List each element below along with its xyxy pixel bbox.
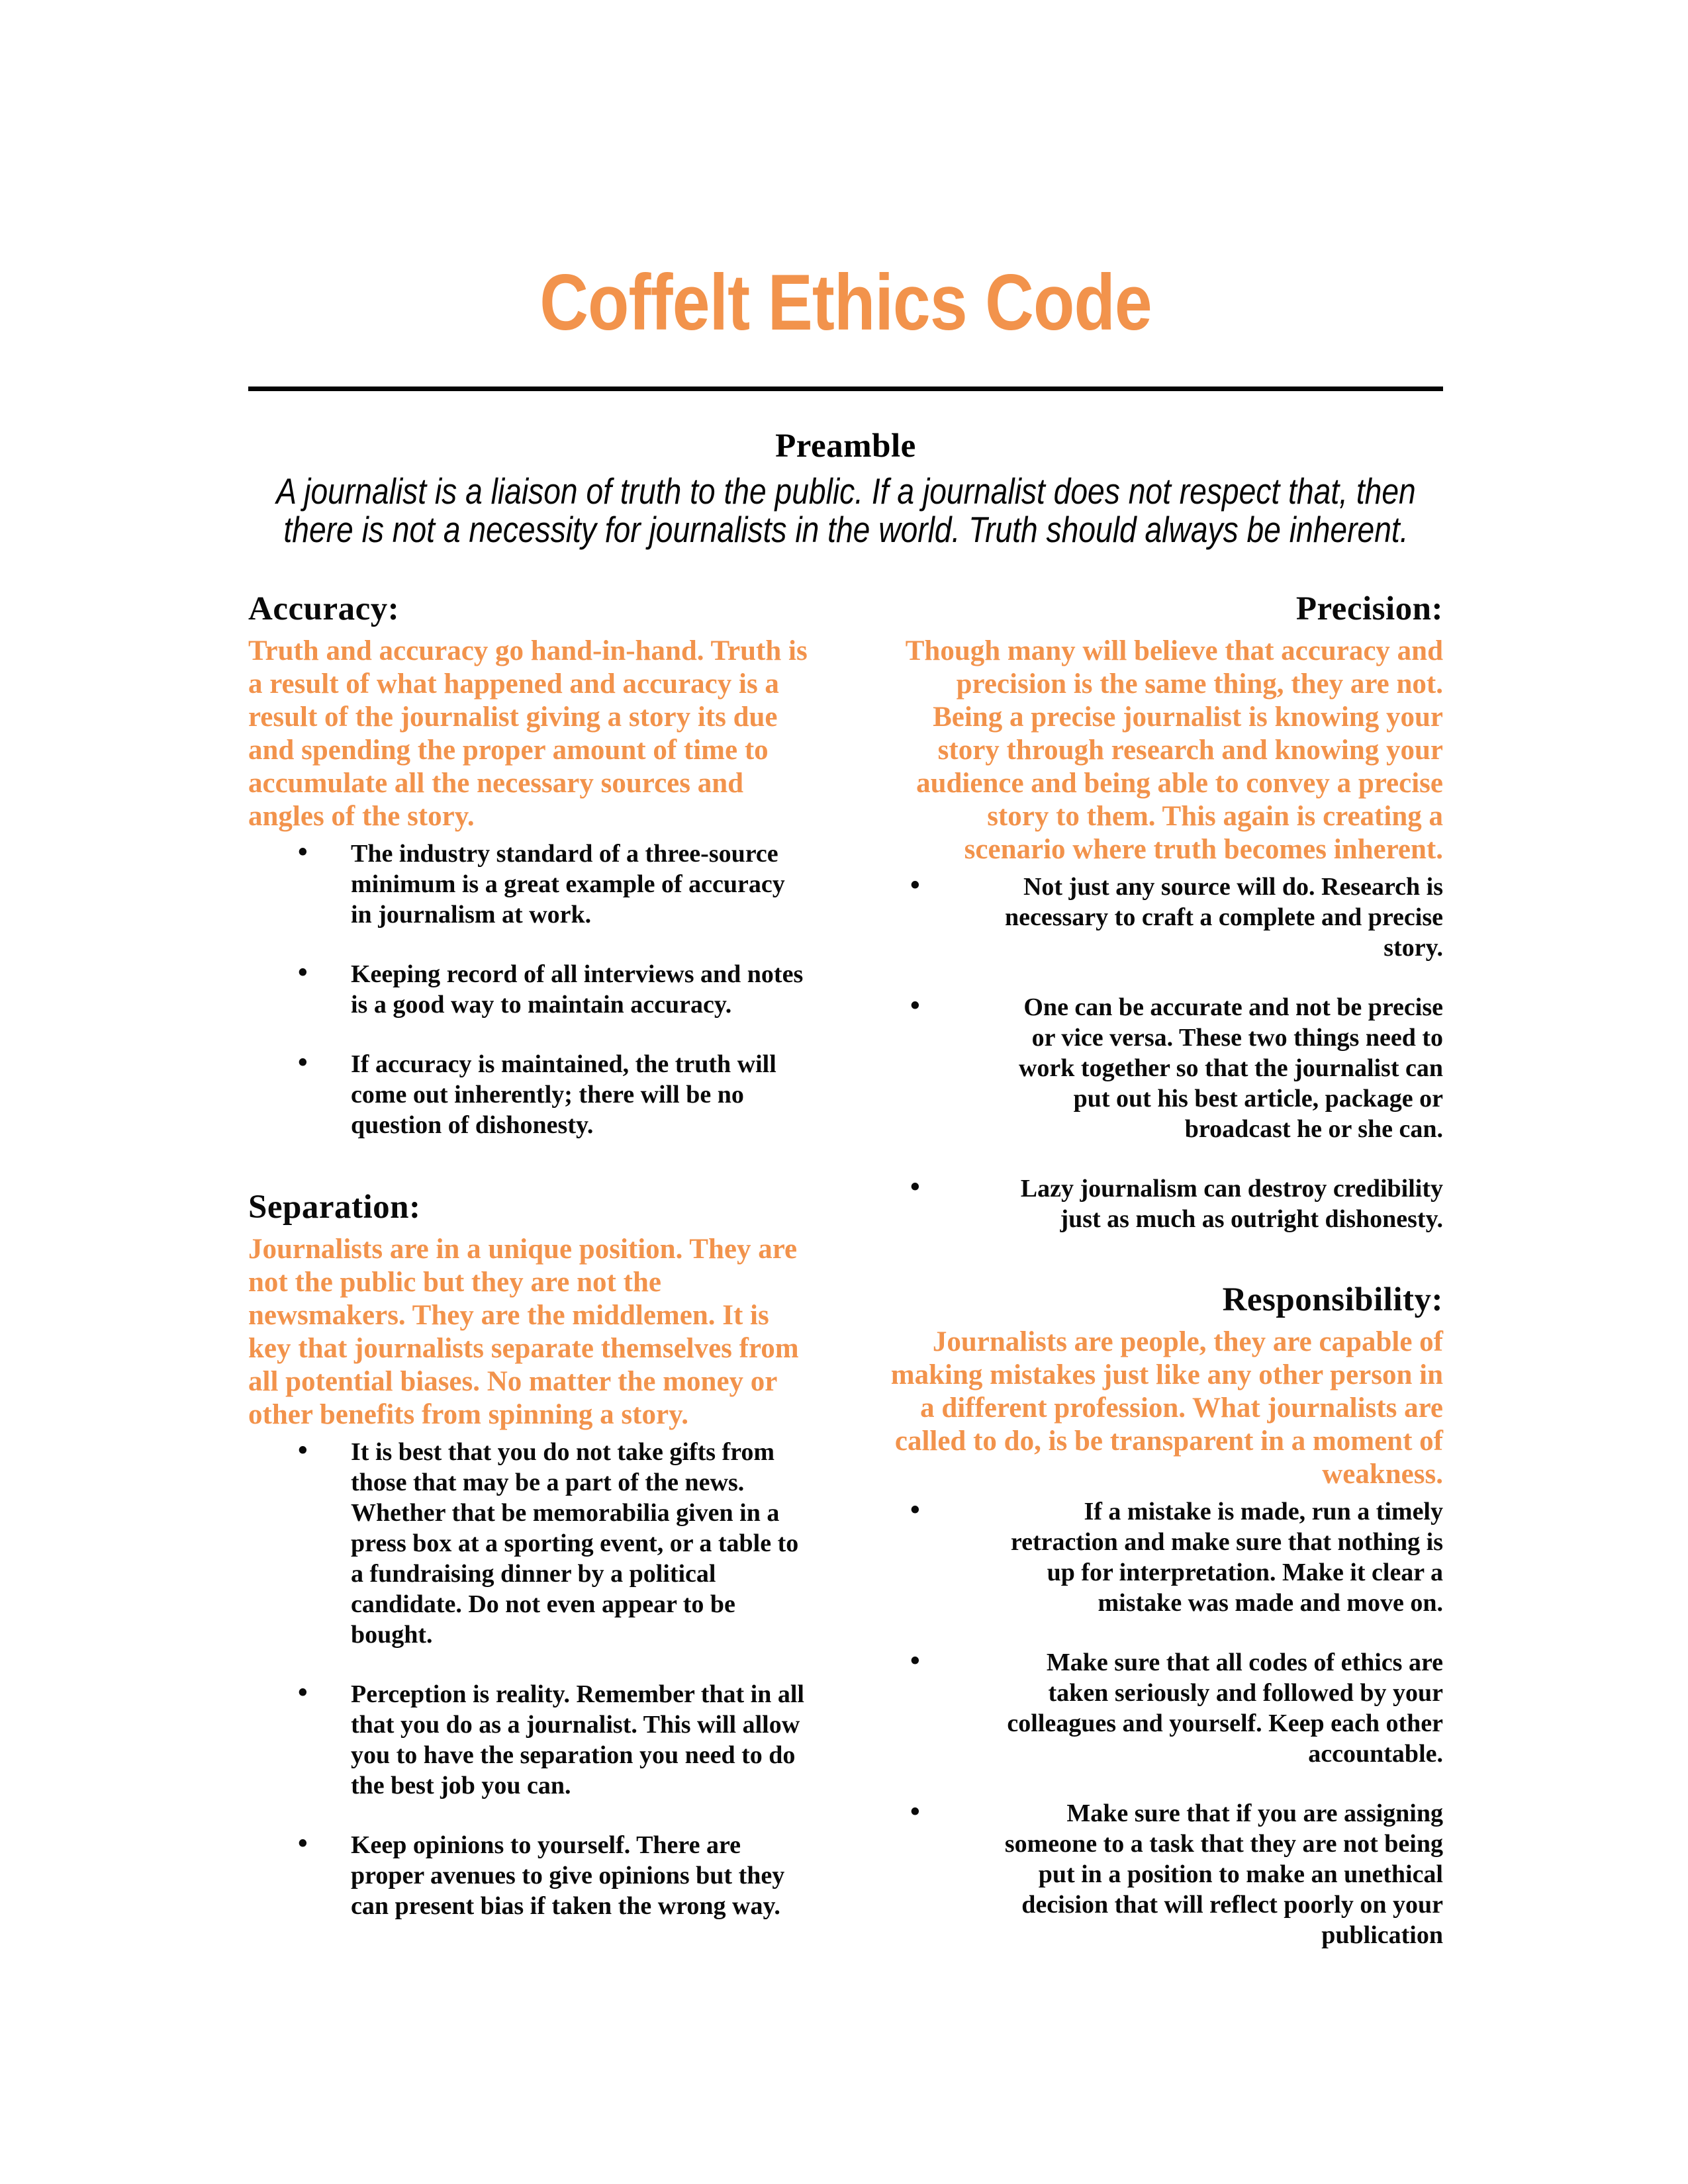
bullet-text: Perception is reality. Remember that in all that you do as a journalist. This will allow you to have the separation you need to do the best job you can. (351, 1680, 804, 1799)
bullet-list-accuracy (248, 839, 808, 1140)
bullet-text: The industry standard of a three-source minimum is a great example of accuracy in journalism at work. (351, 840, 785, 929)
bullet-item (248, 1437, 808, 1650)
bullet-text: Lazy journalism can destroy credibility just as much as outright dishonesty. (1020, 1175, 1443, 1233)
bullet-icon: • (910, 1172, 920, 1203)
bullet-icon: • (910, 1646, 920, 1676)
section-accuracy (248, 590, 808, 1140)
bullet-item (248, 1830, 808, 1921)
bullet-item (890, 1798, 1443, 1950)
section-heading-accuracy: Accuracy: (248, 590, 400, 627)
section-heading-responsibility: Responsibility: (1222, 1281, 1443, 1318)
bullet-icon: • (910, 870, 920, 901)
bullet-text: Keep opinions to yourself. There are proper avenues to give opinions but they can present bias if taken the wrong way. (351, 1831, 785, 1920)
bullet-text: Not just any source will do. Research is necessary to craft a complete and precise story. (1005, 873, 1443, 962)
section-intro-precision: Though many will believe that accuracy and precision is the same thing, they are not. Being a precise journalist is knowing your story through research and knowing your audience and being able to convey a precise story to them. This again is creating a scenario where truth becomes inherent. (905, 635, 1443, 865)
bullet-item (248, 959, 808, 1020)
bullet-icon: • (910, 991, 920, 1021)
bullet-icon: • (910, 1495, 920, 1525)
bullet-icon: • (910, 1797, 920, 1827)
bullet-icon: • (298, 1435, 308, 1466)
section-heading-separation: Separation: (248, 1189, 421, 1226)
bullet-item (890, 992, 1443, 1144)
two-column-layout (248, 590, 1443, 1950)
bullet-icon: • (298, 1678, 308, 1708)
bullet-item (890, 1647, 1443, 1769)
bullet-text: Keeping record of all interviews and notes is a good way to maintain accuracy. (351, 960, 804, 1019)
bullet-item (890, 872, 1443, 963)
bullet-item (248, 1049, 808, 1140)
horizontal-rule (248, 387, 1443, 391)
bullet-text: Make sure that all codes of ethics are taken seriously and followed by your colleagues and yourself. Keep each other accountable. (1007, 1649, 1443, 1768)
section-responsibility (890, 1281, 1443, 1950)
preamble-body: A journalist is a liaison of truth to the public. If a journalist does not respect that, then there is not a necessity for journalists in the world. Truth should always be inherent. (276, 471, 1416, 550)
bullet-item (248, 839, 808, 930)
bullet-item (248, 1679, 808, 1801)
bullet-text: One can be accurate and not be precise or vice versa. These two things need to work together so that the journalist can put out his best article, package or broadcast he or she can. (1018, 993, 1443, 1143)
bullet-item (890, 1173, 1443, 1234)
left-column (248, 590, 808, 1950)
section-precision (890, 590, 1443, 1234)
section-intro-separation: Journalists are in a unique position. They are not the public but they are not the newsmakers. They are the middlemen. It is key that journalists separate themselves from all potential biases. No matter the money or other benefits from spinning a story. (248, 1234, 799, 1430)
bullet-text: It is best that you do not take gifts from those that may be a part of the news. Whether that be memorabilia given in a press box at a sporting event, or a table to a fundraising dinner by a political candidate. Do not even appear to be bought. (351, 1438, 799, 1649)
bullet-icon: • (298, 1829, 308, 1859)
bullet-icon: • (298, 837, 308, 868)
section-separation (248, 1188, 808, 1921)
bullet-list-separation (248, 1437, 808, 1921)
page-title: Coffelt Ethics Code (539, 258, 1152, 347)
bullet-list-precision (890, 872, 1443, 1234)
preamble-heading: Preamble (775, 428, 916, 465)
section-intro-accuracy: Truth and accuracy go hand-in-hand. Truth is a result of what happened and accuracy is a result of the journalist giving a story its due and spending the proper amount of time to accumulate all the necessary sources and angles of the story. (248, 635, 808, 832)
bullet-text: If accuracy is maintained, the truth will come out inherently; there will be no question of dishonesty. (351, 1050, 776, 1139)
bullet-list-responsibility (890, 1496, 1443, 1950)
section-intro-responsibility: Journalists are people, they are capable of making mistakes just like any other person in a different profession. What journalists are called to do, is be transparent in a moment of weakness. (890, 1326, 1443, 1490)
bullet-icon: • (298, 958, 308, 988)
right-column (890, 590, 1443, 1950)
bullet-icon: • (298, 1048, 308, 1078)
section-heading-precision: Precision: (1295, 590, 1443, 627)
bullet-text: Make sure that if you are assigning someone to a task that they are not being put in a position to make an unethical decision that will reflect poorly on your publication (1004, 1799, 1443, 1949)
bullet-item (890, 1496, 1443, 1618)
bullet-text: If a mistake is made, run a timely retraction and make sure that nothing is up for interpretation. Make it clear a mistake was made and move on. (1010, 1498, 1443, 1617)
